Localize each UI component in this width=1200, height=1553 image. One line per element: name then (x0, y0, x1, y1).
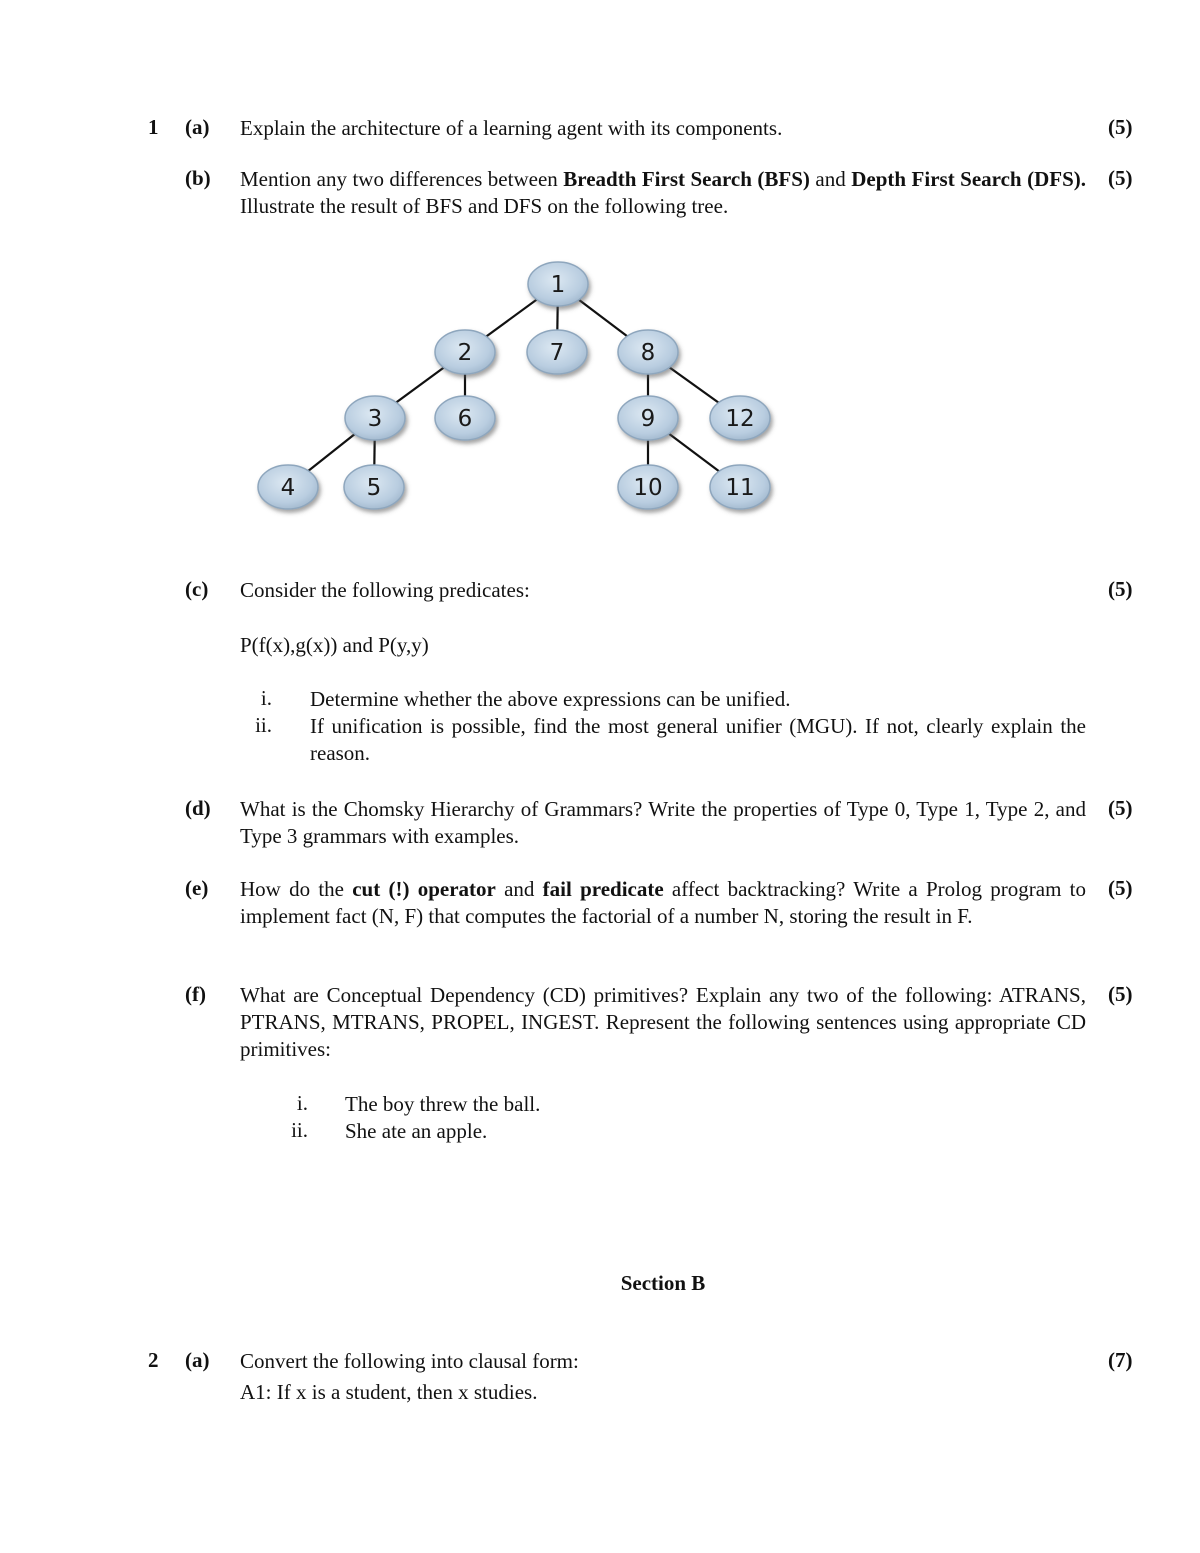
question-text: How do the cut (!) operator and fail predicate affect backtracking? Write a Prolog program to implement fact (N, F) that computes the factorial of a number N, storing the result in F. (240, 877, 1086, 928)
list-number: i. (260, 686, 272, 710)
question-text: What is the Chomsky Hierarchy of Grammars? Write the properties of Type 0, Type 1, Type 2, and Type 3 grammars with examples. (240, 797, 1086, 848)
list-item: The boy threw the ball. (345, 1092, 541, 1116)
tree-diagram (0, 0, 1200, 560)
tree-node-label: 8 (640, 340, 656, 366)
part-label: (c) (185, 577, 209, 601)
question-text: Mention any two differences between Breadth First Search (BFS) and Depth First Search (DFS). Illustrate the result of BFS and DFS on the following tree. (240, 167, 1087, 218)
part-label: (d) (185, 796, 211, 820)
list-number: i. (296, 1091, 308, 1115)
tree-node-label: 4 (280, 475, 296, 501)
tree-node-7 (527, 330, 587, 374)
marks: (7) (1108, 1348, 1133, 1372)
tree-node-label: 9 (640, 406, 656, 432)
list-number: ii. (291, 1118, 308, 1142)
tree-node-1 (528, 262, 588, 306)
tree-node-6 (435, 396, 495, 440)
part-label: (a) (185, 1348, 210, 1372)
list-item: She ate an apple. (345, 1119, 488, 1143)
part-label: (b) (185, 166, 211, 190)
question-text: Convert the following into clausal form: (240, 1349, 579, 1373)
list-item: Determine whether the above expressions can be unified. (310, 687, 791, 711)
tree-node-2 (435, 330, 495, 374)
clause-line: A1: If x is a student, then x studies. (240, 1380, 538, 1404)
tree-node-11 (710, 465, 770, 509)
tree-node-12 (710, 396, 770, 440)
question-text: What are Conceptual Dependency (CD) primitives? Explain any two of the following: ATRANS, PTRANS, MTRANS, PROPEL, INGEST. Represent the following sentences using appropriate CD primitives: (240, 983, 1086, 1061)
list-item: If unification is possible, find the most general unifier (MGU). If not, clearly explain the reason. (310, 714, 1086, 765)
marks: (5) (1108, 982, 1133, 1006)
question-number: 2 (148, 1348, 159, 1372)
part-label: (f) (185, 982, 206, 1006)
section-heading: Section B (620, 1271, 706, 1295)
part-label: (a) (185, 115, 210, 139)
tree-node-label: 12 (725, 406, 755, 432)
marks: (5) (1108, 577, 1133, 601)
marks: (5) (1108, 876, 1133, 900)
tree-node-label: 3 (367, 406, 383, 432)
tree-node-9 (618, 396, 678, 440)
tree-node-10 (618, 465, 678, 509)
list-number: ii. (255, 713, 272, 737)
part-label: (e) (185, 876, 209, 900)
tree-node-label: 11 (725, 475, 755, 501)
marks: (5) (1108, 115, 1133, 139)
tree-node-label: 7 (549, 340, 565, 366)
tree-node-5 (344, 465, 404, 509)
question-text: Consider the following predicates: (240, 578, 530, 602)
tree-node-label: 2 (457, 340, 473, 366)
question-text: Explain the architecture of a learning agent with its components. (240, 116, 783, 140)
tree-node-4 (258, 465, 318, 509)
tree-node-3 (345, 396, 405, 440)
predicates: P(f(x),g(x)) and P(y,y) (240, 633, 429, 657)
tree-node-label: 5 (366, 475, 382, 501)
tree-node-label: 10 (633, 475, 663, 501)
question-number: 1 (148, 115, 159, 139)
marks: (5) (1108, 796, 1133, 820)
tree-node-8 (618, 330, 678, 374)
marks: (5) (1108, 166, 1133, 190)
tree-node-label: 1 (550, 272, 566, 298)
tree-node-label: 6 (457, 406, 473, 432)
